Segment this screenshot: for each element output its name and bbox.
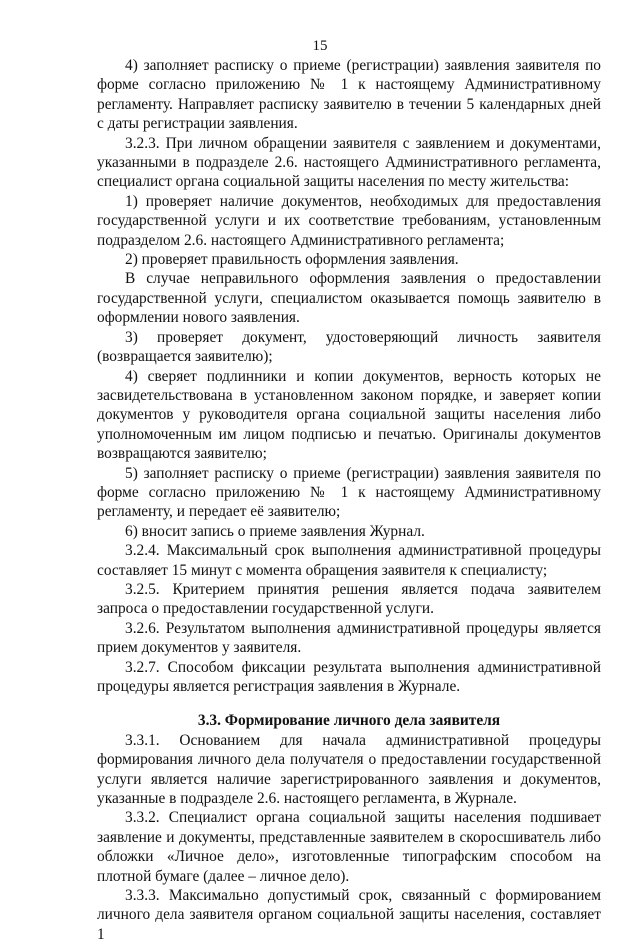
paragraph: В случае неправильного оформления заявления о предоставлении государственной услуги, специалистом оказывается помощь заявителю в оформлении нового заявления. xyxy=(97,270,601,327)
paragraph: 3.3.3. Максимально допустимый срок, связанный с формированием личного дела заявителя органом социальной защиты населения, составляет 1 xyxy=(97,887,601,943)
paragraph: 6) вносит запись о приеме заявления Журнал. xyxy=(125,522,425,540)
paragraph: 3.2.4. Максимальный срок выполнения административной процедуры составляет 15 минут с момента обращения заявителя к специалисту; xyxy=(97,542,601,579)
paragraph: 3.3.2. Специалист органа социальной защиты населения подшивает заявление и документы, представленные заявителем в скоросшиватель либо обложки «Личное дело», изготовленные типографским способом на плотной бумаге (далее – личное дело). xyxy=(97,809,601,885)
paragraph: 4) сверяет подлинники и копии документов, верность которых не засвидетельствована в установленном законом порядке, и заверяет копии документов у руководителя органа социальной защиты населения либо уполномоченным им лицом подписью и печатью. Оригиналы документов возвращаются заявителю; xyxy=(97,367,601,463)
paragraph: 5) заполняет расписку о приеме (регистрации) заявления заявителя по форме согласно приложению № 1 к настоящему Административному регламенту, и передает её заявителю; xyxy=(97,464,601,521)
paragraph: 1) проверяет наличие документов, необходимых для предоставления государственной услуги и их соответствие требованиям, установленным подразделом 2.6. настоящего Административного регламента; xyxy=(97,192,601,249)
section-heading: 3.3. Формирование личного дела заявителя xyxy=(197,712,501,730)
paragraph: 3) проверяет документ, удостоверяющий личность заявителя (возвращается заявителю); xyxy=(97,328,601,366)
document-body xyxy=(97,56,601,944)
paragraph: 4) заполняет расписку о приеме (регистрации) заявления заявителя по форме согласно приложению № 1 к настоящему Административному регламенту. Направляет расписку заявителю в течении 5 календарных дней с даты регистрации заявления. xyxy=(97,57,601,133)
paragraph: 3.2.3. При личном обращении заявителя с заявлением и документами, указанными в подразделе 2.6. настоящего Административного регламента, специалист органа социальной защиты населения по месту жительства: xyxy=(97,134,601,191)
paragraph: 2) проверяет правильность оформления заявления. xyxy=(125,251,459,269)
paragraph: 3.3.1. Основанием для начала административной процедуры формирования личного дела получателя о предоставлении государственной услуги является наличие зарегистрированного заявления и документов, указанные в подразделе 2.6. настоящего регламента, в Журнале. xyxy=(97,731,601,808)
paragraph: 3.2.7. Способом фиксации результата выполнения административной процедуры является регистрация заявления в Журнале. xyxy=(97,658,601,695)
page-number: 15 xyxy=(312,38,328,54)
paragraph: 3.2.6. Результатом выполнения административной процедуры является прием документов у заявителя. xyxy=(97,619,601,657)
paragraph: 3.2.5. Критерием принятия решения является подача заявителем запроса о предоставлении государственной услуги. xyxy=(97,580,601,618)
